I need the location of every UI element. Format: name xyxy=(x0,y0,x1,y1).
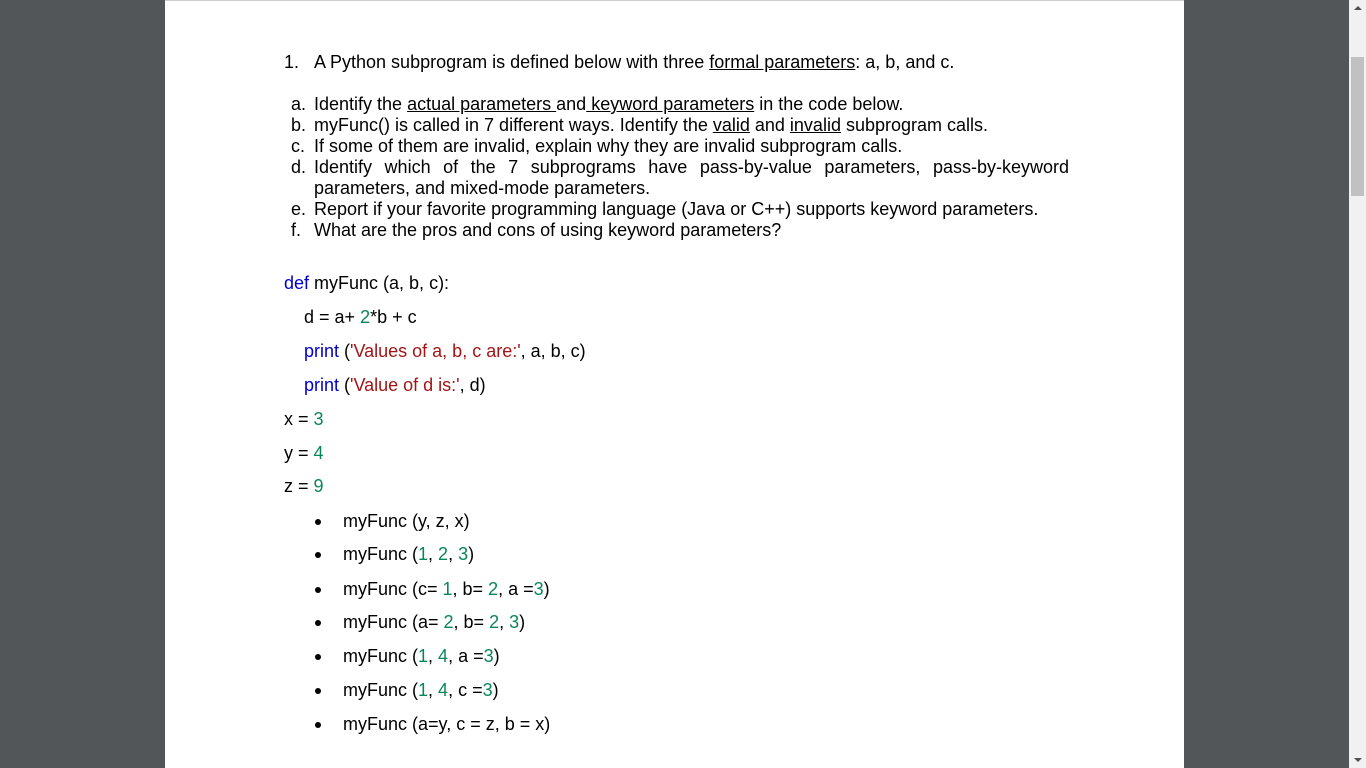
subquestion-e xyxy=(291,199,1069,220)
code-text: , xyxy=(428,680,439,700)
bullet-icon xyxy=(315,620,321,626)
subquestion-c xyxy=(291,136,1069,157)
code-line-print-1 xyxy=(304,341,586,362)
arrow-down-icon xyxy=(1354,758,1362,762)
code-number: 3 xyxy=(533,579,544,599)
code-text: , xyxy=(499,612,510,632)
vertical-scrollbar[interactable] xyxy=(1349,0,1366,768)
code-text: , d) xyxy=(459,375,486,395)
code-line-def xyxy=(284,273,449,294)
text-part: Identify the xyxy=(314,94,408,114)
bullet-icon xyxy=(315,688,321,694)
code-number: 1 xyxy=(442,579,453,599)
code-text: myFunc ( xyxy=(343,646,419,666)
code-number: 3 xyxy=(313,409,324,429)
subquestion-letter: c. xyxy=(291,136,306,156)
code-number: 4 xyxy=(438,680,449,700)
call-text xyxy=(343,680,499,701)
subquestion-letter: a. xyxy=(291,94,307,114)
code-text: myFunc (a= xyxy=(343,612,444,632)
subquestion-b xyxy=(291,115,1069,136)
subquestion-text xyxy=(314,115,1069,136)
code-text: ) xyxy=(468,544,475,564)
code-text: , a = xyxy=(498,579,534,599)
code-text: y = xyxy=(284,443,314,463)
call-text xyxy=(343,511,470,532)
bullet-icon xyxy=(315,587,321,593)
subquestion-d xyxy=(291,157,1069,199)
underlined-term: keyword parameters xyxy=(586,94,755,114)
subquestion-text: What are the pros and cons of using keyword parameters? xyxy=(314,220,782,240)
question-text-end: : a, b, and c. xyxy=(855,52,955,72)
subquestion-list xyxy=(291,94,1069,241)
code-line-y xyxy=(284,443,324,464)
scroll-up-button[interactable] xyxy=(1349,0,1366,17)
code-text: , b= xyxy=(453,612,490,632)
code-text: myFunc (a=y, c = z, b = x) xyxy=(343,714,551,734)
call-text xyxy=(343,646,500,667)
code-number: 3 xyxy=(482,680,493,700)
keyword-def: def xyxy=(284,273,310,293)
text-part: and xyxy=(749,115,790,135)
scroll-down-button[interactable] xyxy=(1349,751,1366,768)
call-text xyxy=(343,579,550,600)
code-string: 'Value of d is:' xyxy=(350,375,460,395)
subquestion-letter: f. xyxy=(291,220,302,240)
subquestion-text: Report if your favorite programming language (Java or C++) supports keyword parameters. xyxy=(314,199,1039,219)
code-text: x = xyxy=(284,409,314,429)
code-text: , c = xyxy=(448,680,483,700)
underlined-term: actual parameters xyxy=(407,94,557,114)
bullet-icon xyxy=(315,654,321,660)
code-number: 2 xyxy=(438,544,449,564)
code-text: *b + c xyxy=(370,307,417,327)
subquestion-letter: b. xyxy=(291,115,307,135)
code-number: 1 xyxy=(418,646,429,666)
text-part: myFunc() is called in 7 different ways. Identify the xyxy=(314,115,713,135)
code-text: ( xyxy=(339,341,351,361)
code-number: 3 xyxy=(458,544,469,564)
underlined-term: invalid xyxy=(789,115,841,135)
bullet-icon xyxy=(315,722,321,728)
subquestion-a xyxy=(291,94,1069,115)
arrow-up-icon xyxy=(1354,6,1362,10)
code-line-assign-d xyxy=(304,307,417,328)
subquestion-text xyxy=(314,157,1069,199)
subquestion-text: If some of them are invalid, explain why they are invalid subprogram calls. xyxy=(314,136,903,156)
call-text xyxy=(343,714,550,735)
subquestion-letter: e. xyxy=(291,199,307,219)
subquestion-text xyxy=(314,94,1069,115)
code-line-print-2 xyxy=(304,375,486,396)
question-heading xyxy=(284,52,954,73)
document-content xyxy=(165,1,1184,768)
code-number: 4 xyxy=(438,646,449,666)
scroll-thumb[interactable] xyxy=(1351,57,1364,196)
code-text: d = a+ xyxy=(304,307,361,327)
code-number: 3 xyxy=(483,646,494,666)
code-number: 2 xyxy=(489,612,500,632)
bullet-icon xyxy=(315,552,321,558)
document-page xyxy=(165,0,1184,768)
code-text: myFunc ( xyxy=(343,680,419,700)
call-text xyxy=(343,544,474,565)
code-text: myFunc ( xyxy=(343,544,419,564)
code-text: , xyxy=(428,646,439,666)
code-text: myFunc (y, z, x) xyxy=(343,511,470,531)
code-text: , a = xyxy=(448,646,484,666)
subquestion-letter: d. xyxy=(291,157,307,177)
code-text: z = xyxy=(284,476,314,496)
code-string: 'Values of a, b, c are:' xyxy=(350,341,521,361)
call-text xyxy=(343,612,525,633)
code-text: ) xyxy=(492,680,499,700)
keyword-print: print xyxy=(304,375,340,395)
subquestion-f xyxy=(291,220,1069,241)
subquestion-text-line1: Identify which of the 7 subprograms have pass-by-value parameters, pass-by-keyword xyxy=(314,157,1069,177)
subquestion-text-line2: parameters, and mixed-mode parameters. xyxy=(314,178,651,198)
code-number: 2 xyxy=(360,307,371,327)
code-number: 3 xyxy=(509,612,520,632)
code-number: 1 xyxy=(418,680,429,700)
question-number: 1. xyxy=(284,52,300,72)
code-text: ) xyxy=(519,612,526,632)
underlined-term: valid xyxy=(712,115,750,135)
code-text: ) xyxy=(493,646,500,666)
keyword-print: print xyxy=(304,341,340,361)
code-number: 1 xyxy=(418,544,429,564)
code-number: 9 xyxy=(313,476,324,496)
text-part: subprogram calls. xyxy=(840,115,989,135)
code-text: , xyxy=(448,544,459,564)
code-number: 2 xyxy=(443,612,454,632)
code-number: 2 xyxy=(488,579,499,599)
code-text: , a, b, c) xyxy=(520,341,586,361)
text-part: in the code below. xyxy=(754,94,904,114)
code-text: ) xyxy=(543,579,550,599)
question-text: A Python subprogram is defined below with three xyxy=(314,52,710,72)
code-text: , xyxy=(428,544,439,564)
code-text: ( xyxy=(339,375,351,395)
text-part: and xyxy=(556,94,587,114)
code-line-z xyxy=(284,476,324,497)
code-text: myFunc (a, b, c): xyxy=(309,273,450,293)
code-text: myFunc (c= xyxy=(343,579,443,599)
question-underlined-term: formal parameters xyxy=(709,52,856,72)
code-text: , b= xyxy=(452,579,489,599)
bullet-icon xyxy=(315,519,321,525)
code-line-x xyxy=(284,409,324,430)
code-number: 4 xyxy=(313,443,324,463)
